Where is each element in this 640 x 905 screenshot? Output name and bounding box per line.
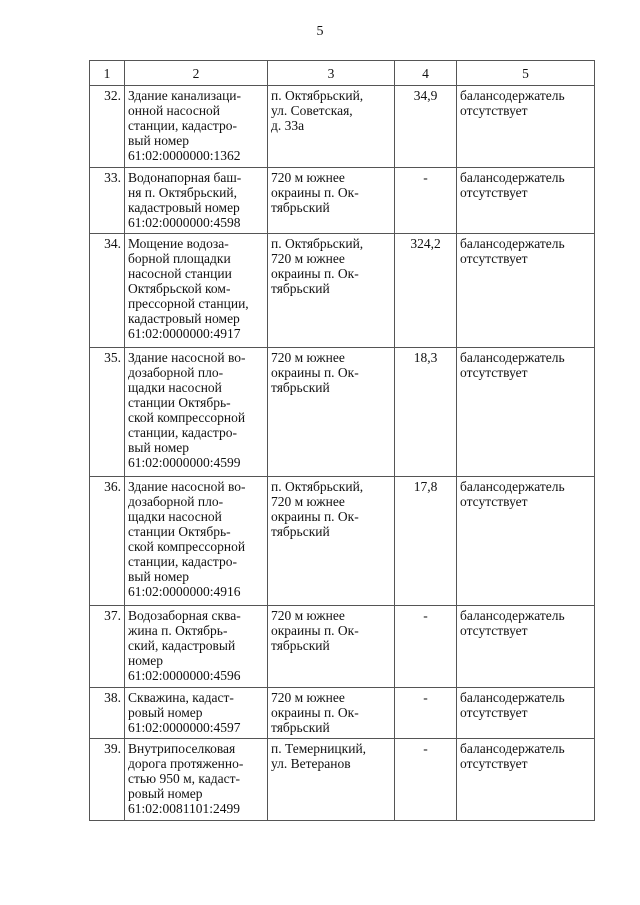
object-address: п. Темерницкий, ул. Ветеранов [271, 741, 367, 771]
table-row [90, 168, 595, 234]
row-number-cell [90, 348, 125, 477]
balance-holder: балансодержатель отсутствует [460, 741, 565, 771]
object-name-cell [125, 606, 268, 688]
table-row [90, 477, 595, 606]
balance-holder-cell [457, 688, 595, 739]
object-address-cell [268, 234, 395, 348]
object-name: Мощение водоза- борной площадки насосной станции Октябрьской ком- прессорной станции, кадастровый номер 61:02:0000000:4917 [128, 236, 249, 341]
balance-holder: балансодержатель отсутствует [460, 170, 565, 200]
row-number: 37. [104, 608, 121, 623]
balance-holder-cell [457, 606, 595, 688]
object-address-cell [268, 348, 395, 477]
row-number-cell [90, 739, 125, 821]
object-name-cell [125, 348, 268, 477]
object-name-cell [125, 739, 268, 821]
balance-holder: балансодержатель отсутствует [460, 608, 565, 638]
object-address: 720 м южнее окраины п. Ок- тябрьский [271, 690, 359, 735]
header-row [90, 61, 595, 86]
balance-holder-cell [457, 348, 595, 477]
object-area-cell [395, 234, 457, 348]
object-address: 720 м южнее окраины п. Ок- тябрьский [271, 350, 359, 395]
balance-holder: балансодержатель отсутствует [460, 88, 565, 118]
object-name: Здание канализаци- онной насосной станции, кадастро- вый номер 61:02:0000000:1362 [128, 88, 242, 163]
row-number: 34. [104, 236, 121, 251]
object-name: Здание насосной во- дозаборной пло- щадки насосной станции Октябрь- ской компрессорной станции, кадастро- вый номер 61:02:0000000:4599 [128, 350, 246, 470]
object-area-cell [395, 348, 457, 477]
object-address-cell [268, 477, 395, 606]
header-col-2: 2 [125, 61, 268, 86]
row-number: 35. [104, 350, 121, 365]
balance-holder: балансодержатель отсутствует [460, 479, 565, 509]
row-number-cell [90, 688, 125, 739]
object-area: 17,8 [413, 479, 438, 494]
row-number: 39. [104, 741, 121, 756]
object-area: - [423, 690, 428, 705]
header-col-1: 1 [90, 61, 125, 86]
property-registry-table [89, 60, 595, 821]
object-address: п. Октябрьский, ул. Советская, д. 33а [271, 88, 364, 133]
object-area: 34,9 [413, 88, 438, 103]
header-col-4: 4 [395, 61, 457, 86]
object-address: п. Октябрьский, 720 м южнее окраины п. Ок- тябрьский [271, 236, 364, 296]
object-area-cell [395, 688, 457, 739]
object-address-cell [268, 688, 395, 739]
object-address-cell [268, 739, 395, 821]
header-col-5: 5 [457, 61, 595, 86]
object-area: - [423, 741, 428, 756]
object-area: 324,2 [410, 236, 441, 251]
object-area-cell [395, 606, 457, 688]
object-area-cell [395, 739, 457, 821]
object-name: Водозаборная сква- жина п. Октябрь- ский, кадастровый номер 61:02:0000000:4596 [128, 608, 241, 683]
object-area-cell [395, 168, 457, 234]
balance-holder-cell [457, 477, 595, 606]
balance-holder: балансодержатель отсутствует [460, 236, 565, 266]
table-row [90, 234, 595, 348]
table-row [90, 86, 595, 168]
object-area: - [423, 608, 428, 623]
object-address: 720 м южнее окраины п. Ок- тябрьский [271, 170, 359, 215]
object-name: Скважина, кадаст- ровый номер 61:02:0000000:4597 [128, 690, 241, 735]
object-address: п. Октябрьский, 720 м южнее окраины п. Ок- тябрьский [271, 479, 364, 539]
balance-holder-cell [457, 234, 595, 348]
table-row [90, 688, 595, 739]
row-number: 32. [104, 88, 121, 103]
table-row [90, 606, 595, 688]
row-number: 38. [104, 690, 121, 705]
object-address: 720 м южнее окраины п. Ок- тябрьский [271, 608, 359, 653]
object-area: 18,3 [413, 350, 438, 365]
row-number-cell [90, 86, 125, 168]
row-number-cell [90, 168, 125, 234]
table-body [90, 86, 595, 821]
table-row [90, 348, 595, 477]
balance-holder-cell [457, 168, 595, 234]
row-number-cell [90, 234, 125, 348]
object-name: Водонапорная баш- ня п. Октябрьский, кадастровый номер 61:02:0000000:4598 [128, 170, 242, 230]
object-name-cell [125, 86, 268, 168]
object-name-cell [125, 477, 268, 606]
object-name-cell [125, 168, 268, 234]
object-area-cell [395, 477, 457, 606]
row-number-cell [90, 477, 125, 606]
object-address-cell [268, 606, 395, 688]
balance-holder-cell [457, 86, 595, 168]
object-area: - [423, 170, 428, 185]
object-name: Здание насосной во- дозаборной пло- щадки насосной станции Октябрь- ской компрессорной станции, кадастро- вый номер 61:02:0000000:4916 [128, 479, 246, 599]
row-number: 33. [104, 170, 121, 185]
page-number: 5 [316, 24, 324, 39]
balance-holder: балансодержатель отсутствует [460, 690, 565, 720]
object-name-cell [125, 688, 268, 739]
table-row [90, 739, 595, 821]
header-col-3: 3 [268, 61, 395, 86]
row-number-cell [90, 606, 125, 688]
object-area-cell [395, 86, 457, 168]
object-address-cell [268, 168, 395, 234]
balance-holder: балансодержатель отсутствует [460, 350, 565, 380]
balance-holder-cell [457, 739, 595, 821]
row-number: 36. [104, 479, 121, 494]
object-address-cell [268, 86, 395, 168]
object-name-cell [125, 234, 268, 348]
object-name: Внутрипоселковая дорога протяженно- стью 950 м, кадаст- ровый номер 61:02:0081101:2499 [128, 741, 244, 816]
